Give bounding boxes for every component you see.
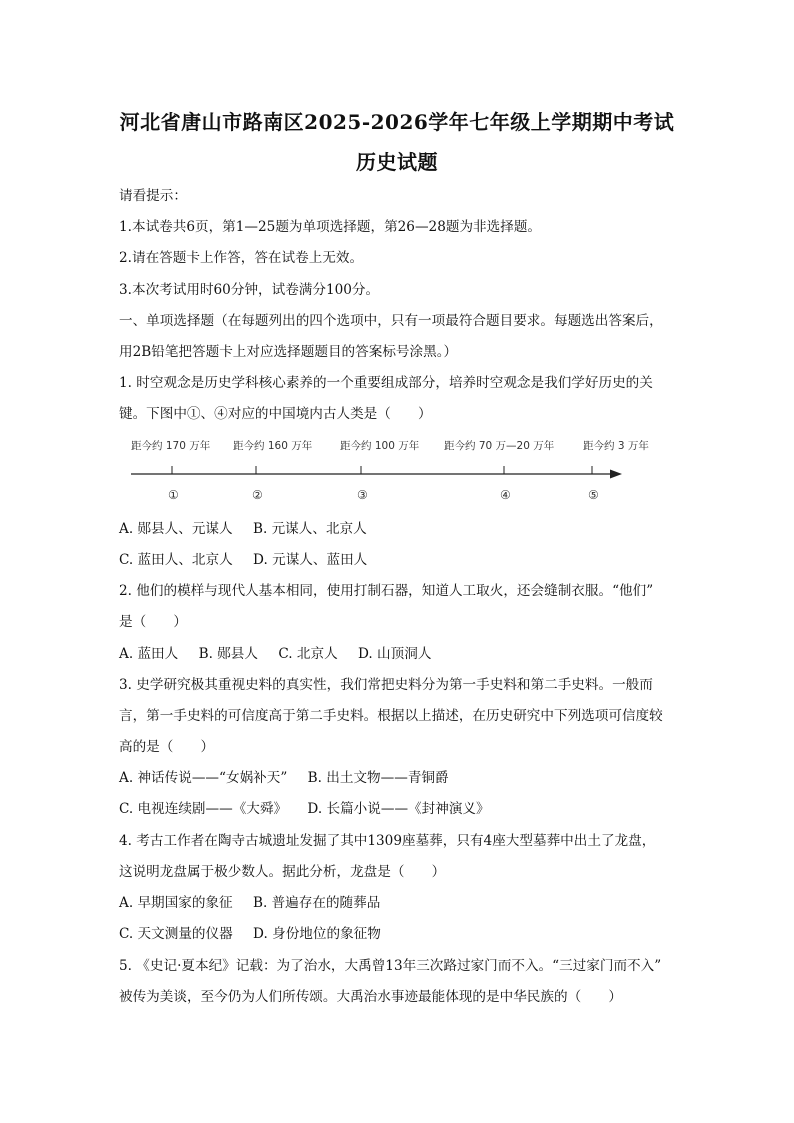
notice-item: 1.本试卷共6页，第1—25题为单项选择题，第26—28题为非选择题。 bbox=[119, 219, 542, 235]
section-heading-cont: 用2B铅笔把答题卡上对应选择题题目的答案标号涂黑。） bbox=[119, 344, 458, 360]
timeline-mark: ③ bbox=[357, 488, 368, 502]
exam-title: 河北省唐山市路南区2025-2026学年七年级上学期期中考试 bbox=[119, 110, 675, 134]
option-a: A. 早期国家的象征 bbox=[119, 895, 233, 911]
question-1-text: 1. 时空观念是历史学科核心素养的一个重要组成部分，培养时空观念是我们学好历史的关 bbox=[119, 375, 653, 391]
question-3-text: 高的是（ ） bbox=[119, 739, 215, 755]
option-b: B. 郧县人 bbox=[198, 646, 258, 662]
question-1-options bbox=[119, 520, 383, 538]
option-d: D. 长篇小说——《封神演义》 bbox=[307, 801, 490, 817]
question-4-options bbox=[119, 894, 396, 912]
timeline-label: 距今约 160 万年 bbox=[233, 440, 313, 452]
option-d: D. 元谋人、蓝田人 bbox=[253, 552, 368, 568]
option-c: C. 蓝田人、北京人 bbox=[119, 552, 233, 568]
question-3-options bbox=[119, 769, 465, 787]
question-4-options bbox=[119, 925, 397, 943]
notice-item: 2.请在答题卡上作答，答在试卷上无效。 bbox=[119, 250, 364, 266]
timeline-label: 距今约 3 万年 bbox=[583, 440, 649, 452]
question-5-text: 被传为美谈，至今仍为人们所传颂。大禹治水事迹最能体现的是中华民族的（ ） bbox=[119, 989, 622, 1005]
timeline-label: 距今约 170 万年 bbox=[131, 440, 211, 452]
question-3-text: 言，第一手史料的可信度高于第二手史料。根据以上描述，在历史研究中下列选项可信度较 bbox=[119, 708, 663, 724]
question-2-options bbox=[119, 645, 447, 663]
timeline-mark: ② bbox=[252, 488, 263, 502]
option-b: B. 出土文物——青铜爵 bbox=[307, 770, 449, 786]
section-heading: 一、单项选择题（在每题列出的四个选项中，只有一项最符合题目要求。每题选出答案后， bbox=[119, 313, 663, 329]
exam-subtitle: 历史试题 bbox=[356, 150, 438, 174]
option-d: D. 山顶洞人 bbox=[358, 646, 432, 662]
timeline-label: 距今约 100 万年 bbox=[340, 440, 420, 452]
option-c: C. 电视连续剧——《大舜》 bbox=[119, 801, 288, 817]
option-a: A. 神话传说——“女娲补天” bbox=[119, 770, 288, 786]
option-b: B. 普遍存在的随葬品 bbox=[252, 895, 381, 911]
notice-heading: 请看提示： bbox=[119, 188, 187, 204]
timeline-mark: ⑤ bbox=[588, 488, 599, 502]
question-5-text: 5. 《史记·夏本纪》记载：为了治水，大禹曾13年三次路过家门而不入。“三过家门而不入” bbox=[119, 958, 662, 974]
question-2-text: 是（ ） bbox=[119, 614, 187, 630]
question-3-options bbox=[119, 800, 506, 818]
option-d: D. 身份地位的象征物 bbox=[253, 926, 381, 942]
option-c: C. 北京人 bbox=[278, 646, 338, 662]
option-a: A. 郧县人、元谋人 bbox=[119, 521, 233, 537]
question-4-text: 4. 考古工作者在陶寺古城遗址发掘了其中1309座墓葬，只有4座大型墓葬中出土了龙盘， bbox=[119, 833, 656, 849]
timeline-mark: ① bbox=[168, 488, 179, 502]
timeline-label: 距今约 70 万—20 万年 bbox=[444, 440, 555, 452]
option-c: C. 天文测量的仪器 bbox=[119, 926, 233, 942]
question-4-text: 这说明龙盘属于极少数人。据此分析，龙盘是（ ） bbox=[119, 864, 446, 880]
notice-item: 3.本次考试用时60分钟，试卷满分100分。 bbox=[119, 282, 380, 298]
option-b: B. 元谋人、北京人 bbox=[252, 521, 367, 537]
question-1-text: 键。下图中①、④对应的中国境内古人类是（ ） bbox=[119, 406, 432, 422]
question-2-text: 2. 他们的模样与现代人基本相同，使用打制石器，知道人工取火，还会缝制衣服。“他们” bbox=[119, 583, 654, 599]
timeline-arrow bbox=[610, 470, 622, 479]
question-3-text: 3. 史学研究极其重视史料的真实性，我们常把史料分为第一手史料和第二手史料。一般而 bbox=[119, 677, 653, 693]
timeline-mark: ④ bbox=[500, 488, 511, 502]
question-1-options bbox=[119, 551, 383, 569]
option-a: A. 蓝田人 bbox=[119, 646, 179, 662]
